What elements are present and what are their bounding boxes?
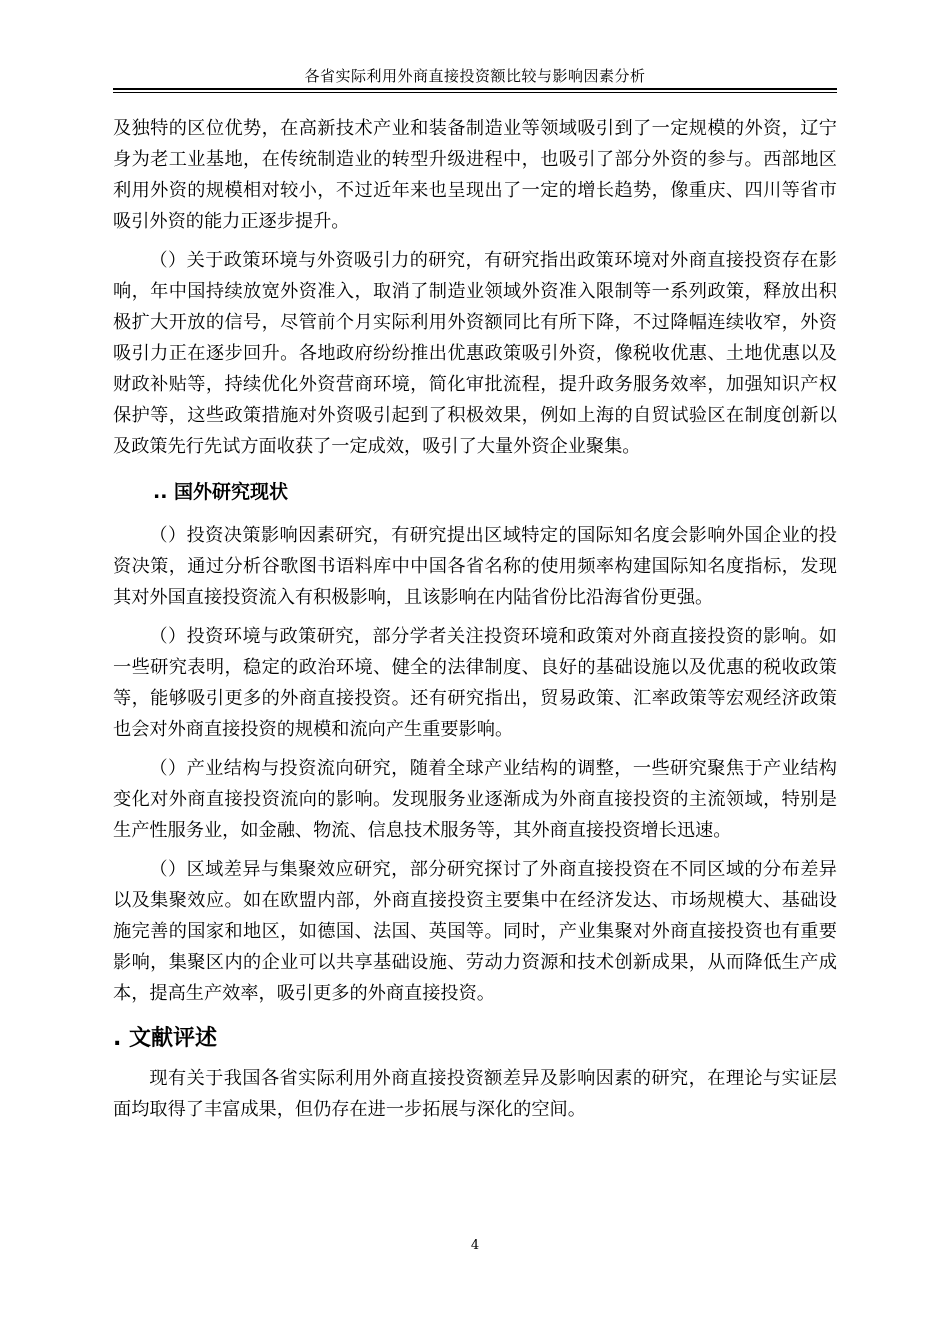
- paragraph-regional-agglomeration: （）区域差异与集聚效应研究，部分研究探讨了外商直接投资在不同区域的分布差异以及集聚效应。如在欧盟内部，外商直接投资主要集中在经济发达、市场规模大、基础设施完善的国家和地区，如德国、法国、英国等。同时，产业集聚对外商直接投资也有重要影响，集聚区内的企业可以共享基础设施、劳动力资源和技术创新成果，从而降低生产成本，提高生产效率，吸引更多的外商直接投资。: [113, 859, 837, 1004]
- paragraph-industrial-structure: （）产业结构与投资流向研究，随着全球产业结构的调整，一些研究聚焦于产业结构变化对外商直接投资流向的影响。发现服务业逐渐成为外商直接投资的主流领域，特别是生产性服务业，如金融、物流、信息技术服务等，其外商直接投资增长迅速。: [113, 758, 837, 841]
- header-rule-thick: [113, 88, 837, 90]
- paragraph-investment-decision: （）投资决策影响因素研究，有研究提出区域特定的国际知名度会影响外国企业的投资决策，通过分析谷歌图书语料库中中国各省名称的使用频率构建国际知名度指标，发现其对外国直接投资流入有积极影响，且该影响在内陆省份比沿海省份更强。: [113, 525, 837, 608]
- page-body: [113, 113, 837, 1125]
- paragraph-literature-summary: 现有关于我国各省实际利用外商直接投资额差异及影响因素的研究，在理论与实证层面均取得了丰富成果，但仍存在进一步拓展与深化的空间。: [113, 1068, 837, 1120]
- paragraph-investment-environment: （）投资环境与政策研究，部分学者关注投资环境和政策对外商直接投资的影响。如一些研究表明，稳定的政治环境、健全的法律制度、良好的基础设施以及优惠的税收政策等，能够吸引更多的外商直接投资。还有研究指出，贸易政策、汇率政策等宏观经济政策也会对外商直接投资的规模和流向产生重要影响。: [113, 626, 837, 740]
- section-heading-literature-review: . 文献评述: [113, 1026, 218, 1051]
- paragraph-policy-environment: （）关于政策环境与外资吸引力的研究，有研究指出政策环境对外商直接投资存在影响，年中国持续放宽外资准入，取消了制造业领域外资准入限制等一系列政策，释放出积极扩大开放的信号，尽管前个月实际利用外资额同比有所下降，不过降幅连续收窄，外资吸引力正在逐步回升。各地政府纷纷推出优惠政策吸引外资，像税收优惠、土地优惠以及财政补贴等，持续优化外资营商环境，简化审批流程，提升政务服务效率，加强知识产权保护等，这些政策措施对外资吸引起到了积极效果，例如上海的自贸试验区在制度创新以及政策先行先试方面收获了一定成效，吸引了大量外资企业聚集。: [113, 250, 837, 457]
- page-number: 4: [470, 1238, 480, 1253]
- section-heading-foreign-research: .. 国外研究现状: [153, 481, 289, 503]
- header-rule-thin: [113, 92, 837, 93]
- running-header-title: 各省实际利用外商直接投资额比较与影响因素分析: [304, 67, 646, 85]
- paragraph-regional-distribution-continued: 及独特的区位优势，在高新技术产业和装备制造业等领域吸引到了一定规模的外资，辽宁身为老工业基地，在传统制造业的转型升级进程中，也吸引了部分外资的参与。西部地区利用外资的规模相对较小，不过近年来也呈现出了一定的增长趋势，像重庆、四川等省市吸引外资的能力正逐步提升。: [113, 118, 837, 232]
